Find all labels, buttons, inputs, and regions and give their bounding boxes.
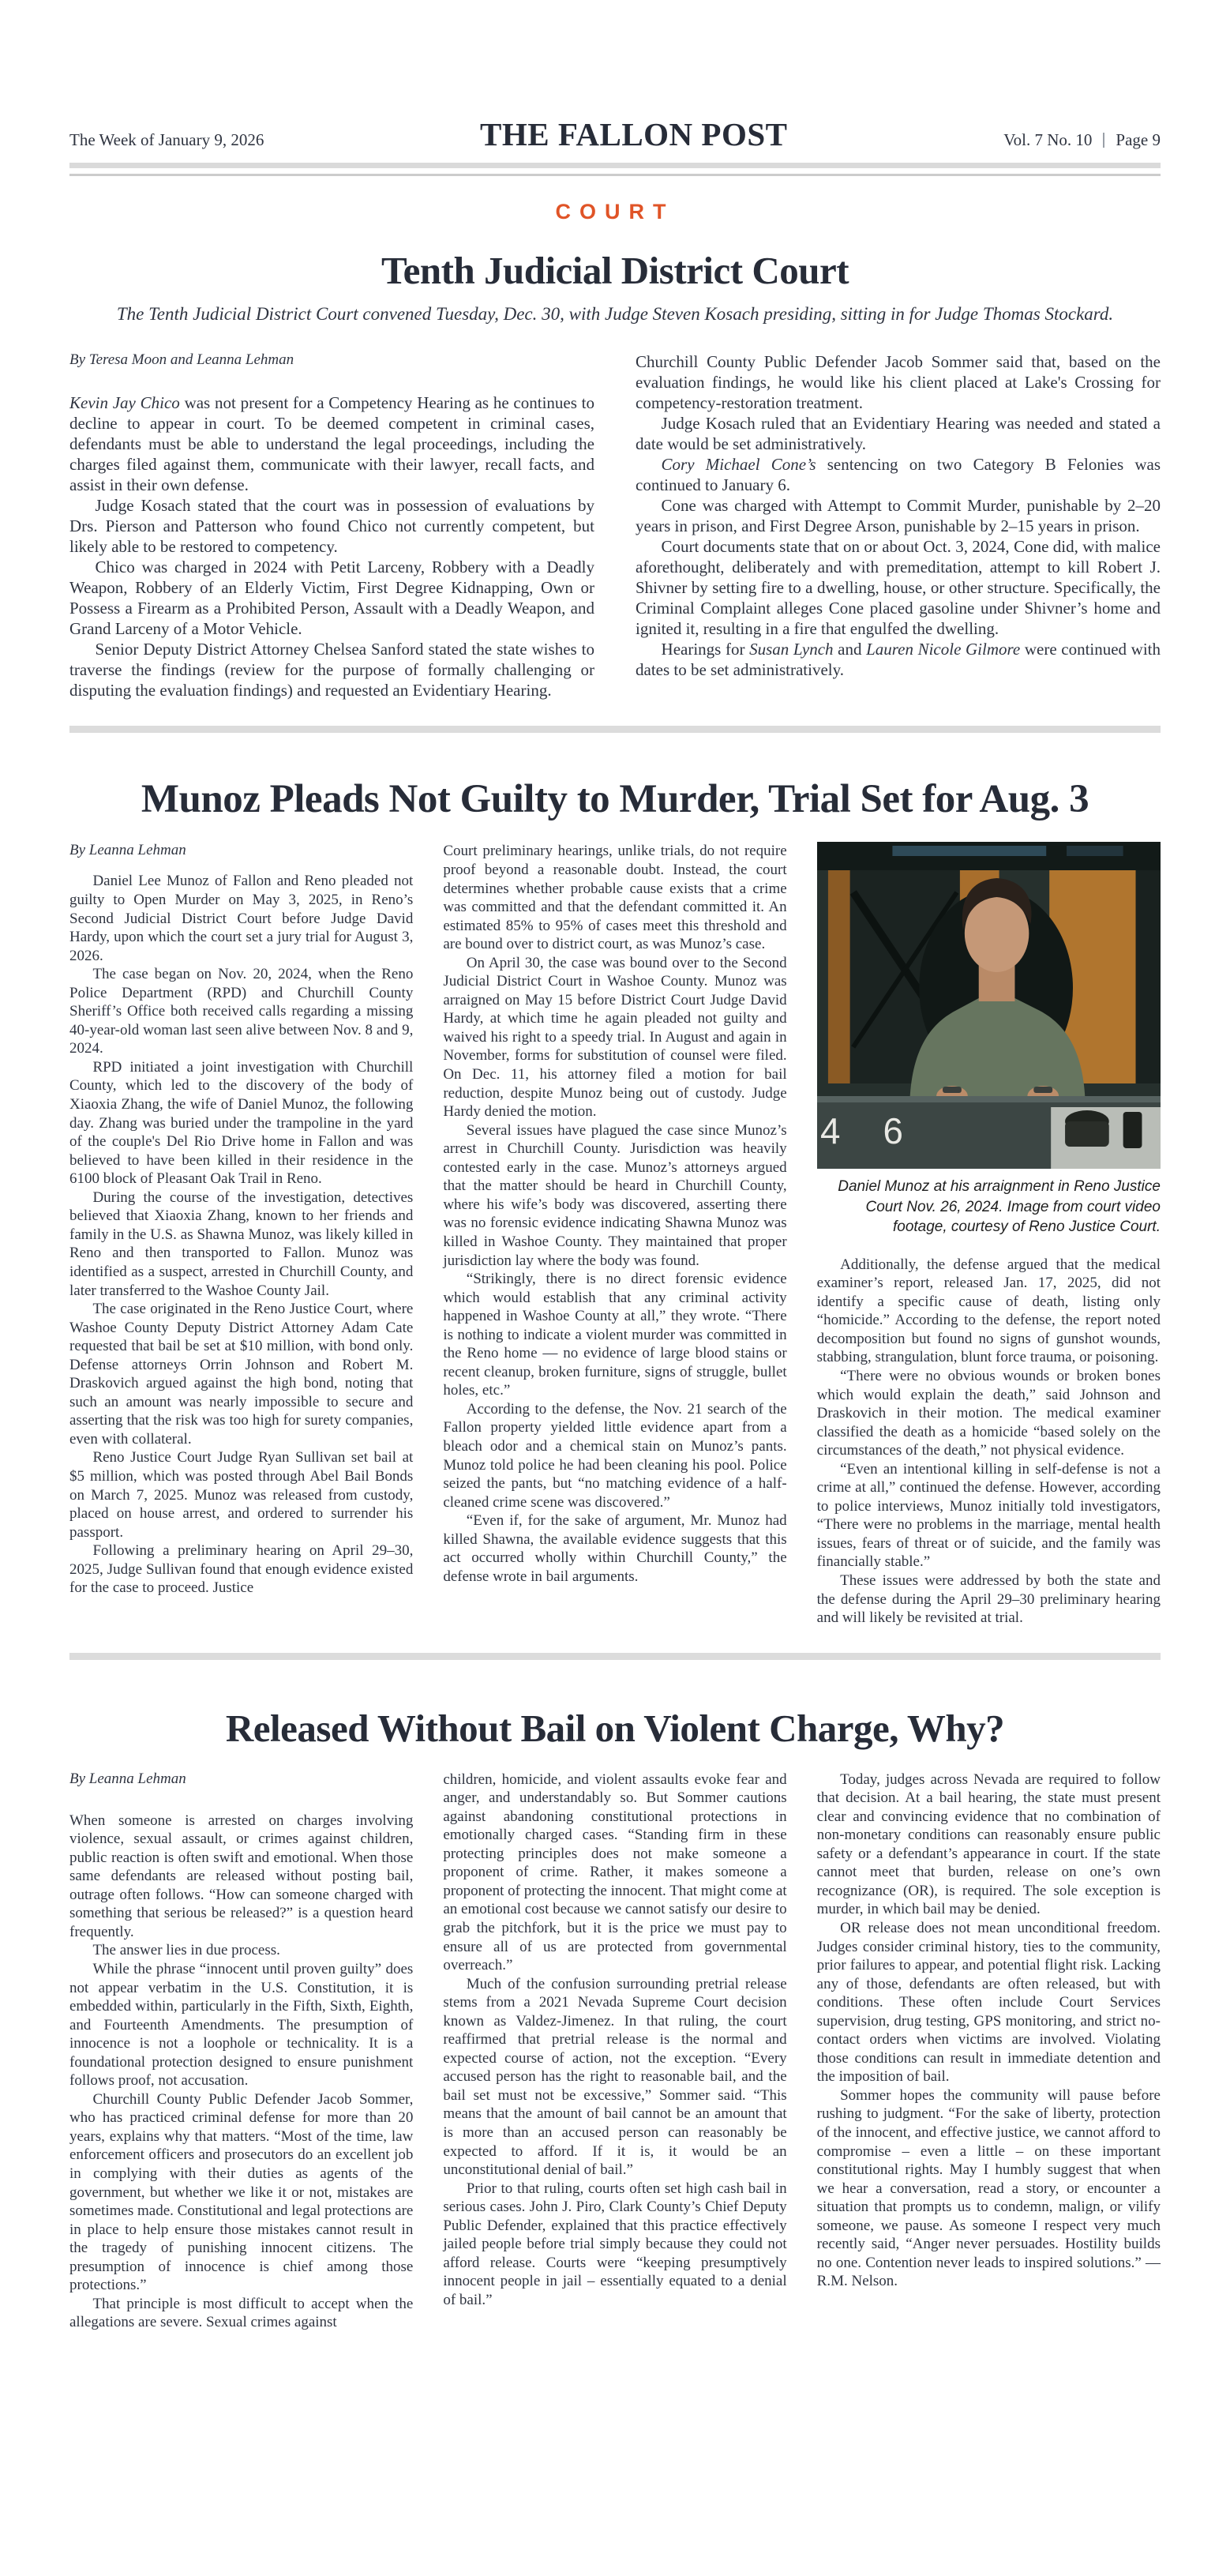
column-text xyxy=(69,392,594,700)
column-1 xyxy=(69,351,594,700)
column-text xyxy=(636,351,1161,681)
masthead-rule-thick xyxy=(69,163,1161,168)
paragraph: Prior to that ruling, courts often set high cash bail in serious cases. John J. Piro, Clark County’s Chief Deputy Public Defender, explained that this practice effectively jailed people before trial simply because they could not afford release. Courts were “keeping presumptively innocent people in jail – essentially equated to a denial of bail.” xyxy=(443,2180,787,2308)
desk-number-4: 4 xyxy=(819,1110,841,1152)
byline: By Leanna Lehman xyxy=(69,842,186,859)
volume-page-info xyxy=(1003,130,1161,150)
paragraph: While the phrase “innocent until proven guilty” does not appear verbatim in the U.S. Constitution, it is embedded within, particularly in the Fifth, Sixth, Eighth, and Fourteenth Amendments. The presumption of innocence is not a loophole or technicality. It is a foundational protection designed to ensure punishment follows proof, not accusation. xyxy=(69,1961,414,2090)
paragraph: Today, judges across Nevada are required to follow that decision. At a bail hearing, the state must present clear and convincing evidence that no combination of non-monetary conditions can reasonably ensure public safety or a defendant’s appearance in court. If the state cannot meet that burden, release on one’s own recognizance (OR), is required. The sole exception is murder, in which bail may be denied. xyxy=(816,1771,1161,1918)
paragraph: Reno Justice Court Judge Ryan Sullivan set bail at $5 million, which was posted through Abel Bail Bonds on March 7, 2025. Munoz was released from custody, placed on house arrest, and ordered to surrender his passport. xyxy=(69,1449,414,1541)
column-1 xyxy=(69,1771,413,2332)
column-2 xyxy=(443,1771,786,2332)
paragraph: OR release does not mean unconditional freedom. Judges consider criminal history, ties to the community, prior failures to appear, and potential flight risk. Lacking any of those, defendants are often released, but with conditions. These often include Court Services supervision, drug testing, GPS monitoring, and strict no-contact orders when victims are involved. Violating those conditions can result in immediate detention and the imposition of bail. xyxy=(816,1920,1161,2086)
paragraph: Judge Kosach ruled that an Evidentiary Hearing was needed and stated a date would be set administratively. xyxy=(636,414,1161,454)
paragraph: children, homicide, and violent assaults evoke fear and anger, and understandably so. But Sommer cautions against abandoning constitutional protections in emotionally charged cases. “Standing firm in these protecting principles does not make someone a proponent of crime. Rather, it makes someone a proponent of protecting the innocent. That might come at an emotional cost because we cannot satisfy our desire to grab the pitchfork, but it is the price we must pay to ensure all of us are protected from governmental overreach.” xyxy=(443,1771,787,1974)
paragraph: Churchill County Public Defender Jacob Sommer said that, based on the evaluation findings, he would like his client placed at Lake's Crossing for competency-restoration treatment. xyxy=(636,352,1161,413)
column-2 xyxy=(443,842,786,1627)
paragraph: Court documents state that on or about Oct. 3, 2024, Cone did, with malice aforethought, deliberately and with premeditation, attempt to kill Robert J. Shivner by setting fire to a dwelling, house, or other structure. Specifically, the Criminal Complaint alleges Cone placed gasoline under Shivner’s home and ignited it, resulting in a fire that engulfed the dwelling. xyxy=(636,537,1161,639)
paragraph: RPD initiated a joint investigation with Churchill County, which led to the discovery of the body of Xiaoxia Zhang, the wife of Daniel Munoz, the following day. Zhang was buried under the trampoline in the yard of the couple's Del Rio Drive home in Fallon and was believed to have been killed in their residence in the 6100 block of Pleasant Oak Trail in Reno. xyxy=(69,1058,414,1188)
article-divider xyxy=(69,726,1161,733)
paragraph: The case originated in the Reno Justice Court, where Washoe County Deputy District Attorney Adam Cate requested that bail be set at $10 million, with bond only. Defense attorneys Orrin Johnson and Robert M. Draskovich argued against the high bond, noting that such an amount was nearly impossible to secure and asserting that the risk was too high for surety companies, even with collateral. xyxy=(69,1301,414,1448)
paragraph: “There were no obvious wounds or broken bones which would explain the death,” said Johnson and Draskovich in their motion. The medical examiner classified the death as a homicide “based solely on the circumstances of the death,” not physical evidence. xyxy=(816,1367,1161,1459)
paragraph: Judge Kosach stated that the court was in possession of evaluations by Drs. Pierson and Patterson who found Chico not currently competent, but likely able to be restored to competency. xyxy=(69,496,594,557)
paragraph: Hearings for Susan Lynch and Lauren Nicole Gilmore were continued with dates to be set administratively. xyxy=(636,640,1161,680)
photo-caption: Daniel Munoz at his arraignment in Reno Justice Court Nov. 26, 2024. Image from court video footage, courtesy of Reno Justice Court. xyxy=(838,1178,1161,1235)
paragraph: The case began on Nov. 20, 2024, when the Reno Police Department (RPD) and Churchill County Sheriff’s Office both received calls regarding a missing 40-year-old woman last seen alive between Nov. 8 and 9, 2024. xyxy=(69,966,414,1057)
column-3 xyxy=(817,1771,1161,2332)
wood-trim-left xyxy=(828,870,850,1083)
paragraph: The answer lies in due process. xyxy=(92,1942,280,1959)
column-text xyxy=(443,842,786,1586)
article-subtitle: The Tenth Judicial District Court convened Tuesday, Dec. 30, with Judge Steven Kosach presiding, sitting in for Judge Thomas Stockard. xyxy=(116,304,1114,324)
paragraph: “Even if, for the sake of argument, Mr. Munoz had killed Shawna, the available evidence suggests that this act occurred wholly within Churchill County,” the defense wrote in bail arguments. xyxy=(443,1512,787,1585)
column-text xyxy=(69,872,413,1597)
column-text xyxy=(69,1812,413,2332)
byline: By Leanna Lehman xyxy=(69,1770,186,1787)
masthead xyxy=(69,115,1161,153)
newspaper-title: THE FALLON POST xyxy=(480,116,788,152)
paragraph: Court preliminary hearings, unlike trials, do not require proof beyond a reasonable doubt. Instead, the court determines whether probable cause exists that a crime was committed and that the defendant committed it. An estimated 85% to 95% of cases meet this threshold and are bound over to district court, as was Munoz’s case. xyxy=(443,843,787,953)
courtroom-photo xyxy=(817,842,1161,1169)
paragraph: Sommer hopes the community will pause before rushing to judgment. “For the sake of liberty, protection of the innocent, and effective justice, we cannot afford to compromise – even a little – on these important constitutional rights. May I humbly suggest that when we hear a conversation, read a story, or encounter a situation that prompts us to condemn, malign, or vilify someone, we pause. As someone I respect very much recently said, “Anger never persuades. Hostility builds no one. Contention never leads to inspired solutions.” — R.M. Nelson. xyxy=(816,2086,1161,2290)
paragraph: Churchill County Public Defender Jacob Sommer, who has practiced criminal defense for more than 20 years, explains why that matters. “Most of the time, law enforcement officers and prosecutors do an excellent job in complying with their duties as agents of the government, but whether we like it or not, mistakes are sometimes made. Constitutional and legal protections are in place to help ensure those mistakes cannot result in the tragedy of punishing innocent citizens. The presumption of innocence is chief among those protections.” xyxy=(69,2090,414,2294)
article-title: Tenth Judicial District Court xyxy=(381,249,849,292)
article-columns xyxy=(69,842,1161,1627)
article-divider xyxy=(69,1653,1161,1660)
paragraph: On April 30, the case was bound over to the Second Judicial District Court in Washoe County. Munoz was arraigned on May 15 before District Court Judge David Hardy, at which time he again pleaded not guilty and waived his right to a speedy trial. In August and again in November, forms for substitution of counsel were filed. On Dec. 11, his attorney filed a motion for bail reduction, despite Munoz being out of custody. Judge Hardy denied the motion. xyxy=(443,954,787,1121)
paragraph: Daniel Lee Munoz of Fallon and Reno pleaded not guilty to Open Murder on May 3, 2025, in Reno’s Second Judicial District Court before Judge David Hardy, upon which the court set a jury trial for August 3, 2026. xyxy=(69,873,414,964)
edition-date: The Week of January 9, 2026 xyxy=(69,130,264,149)
article-title: Released Without Bail on Violent Charge, Why? xyxy=(225,1706,1005,1750)
paragraph: Cone was charged with Attempt to Commit Murder, punishable by 2–20 years in prison, and First Degree Arson, punishable by 2–15 years in prison. xyxy=(636,496,1161,536)
desk-number-6: 6 xyxy=(883,1110,903,1152)
column-text xyxy=(443,1771,786,2310)
column-text xyxy=(817,1771,1161,2291)
paragraph: Following a preliminary hearing on April 29–30, 2025, Judge Sullivan found that enough evidence existed for the case to proceed. Justice xyxy=(69,1542,414,1597)
article-title: Munoz Pleads Not Guilty to Murder, Trial Set for Aug. 3 xyxy=(141,777,1089,822)
article-columns xyxy=(69,1771,1161,2332)
article-columns xyxy=(69,351,1161,700)
section-label: COURT xyxy=(555,200,675,223)
paragraph: These issues were addressed by both the state and the defense during the April 29–30 preliminary hearing and will likely be revisited at trial. xyxy=(816,1572,1161,1627)
article-tenth-judicial-district-court xyxy=(69,248,1161,700)
paragraph: Several issues have plagued the case since Munoz’s arrest in Churchill County. Jurisdiction was heavily contested early in the case. Munoz’s attorneys argued that the matter should be heard in Churchill County, where his wife’s body was discovered, asserting there was no forensic evidence indicating Shawna Munoz was killed in Washoe County. They maintained that proper jurisdiction lay where the body was found. xyxy=(443,1121,787,1269)
column-3 xyxy=(817,842,1161,1627)
paragraph: Cory Michael Cone’s sentencing on two Category B Felonies was continued to January 6. xyxy=(636,455,1161,495)
paragraph: Much of the confusion surrounding pretrial release stems from a 2021 Nevada Supreme Court decision known as Valdez-Jimenez. In that ruling, the court reaffirmed that pretrial release is the normal and expected course of action, not the exception. “Every accused person has the right to reasonable bail, and the bail set must not be excessive,” Sommer said. “This means that the amount of bail cannot be an amount that is more than an accused person can reasonably be expected to afford. If it is, it would be an unconstitutional denial of bail.” xyxy=(443,1975,787,2179)
byline: By Teresa Moon and Leanna Lehman xyxy=(69,351,294,368)
paragraph: During the course of the investigation, detectives believed that Xiaoxia Zhang, known to her friends and family in the U.S. as Shawna Munoz, was likely killed in Reno and then transported to Fallon. Munoz was identified as a suspect, arrested in Churchill County, and later transferred to the Washoe County Jail. xyxy=(69,1188,414,1299)
article-released-without-bail xyxy=(69,1706,1161,2332)
column-text xyxy=(817,1256,1161,1628)
paragraph: Senior Deputy District Attorney Chelsea Sanford stated the state wishes to traverse the findings (review for the purpose of formally challenging or disputing the evaluation findings) and requested an Evidentiary Hearing. xyxy=(69,640,594,700)
paragraph: That principle is most difficult to accept when the allegations are severe. Sexual crimes against xyxy=(69,2295,414,2331)
column-2 xyxy=(636,351,1161,700)
volume-number: Vol. 7 No. 10 xyxy=(1003,130,1093,149)
paragraph: According to the defense, the Nov. 21 search of the Fallon property yielded little evidence apart from a bleach odor and a chemical stain on Munoz’s pants. Munoz told police he had been cleaning his pool. Police seized the pants, but “no matching evidence of a half-cleaned crime scene was discovered.” xyxy=(443,1400,787,1511)
newspaper-page xyxy=(0,115,1230,2332)
paragraph: “Strikingly, there is no direct forensic evidence which would establish that any criminal activity happened in Washoe County at all,” they wrote. “There is nothing to indicate a violent murder was committed in the Reno home — no evidence of large blood stains or recent cleanup, broken furniture, signs of struggle, bullet holes, etc.” xyxy=(443,1271,787,1399)
paragraph: Kevin Jay Chico was not present for a Competency Hearing as he continues to decline to appear in court. To be deemed competent in criminal cases, defendants must be able to understand the legal proceedings, including the charges filed against them, communicate with their lawyer, recall facts, and assist in their own defense. xyxy=(69,393,594,495)
court-photo-figure xyxy=(817,842,1161,1236)
article-munoz-pleads-not-guilty xyxy=(69,776,1161,1627)
column-1 xyxy=(69,842,413,1627)
masthead-rule-thin xyxy=(69,174,1161,176)
paragraph: “Even an intentional killing in self-defense is not a crime at all,” continued the defense. However, according to police interviews, Munoz initially told investigators, “There were no problems in the marriage, mental health issues, fears of threat or of suicide, and the family was financially stable.” xyxy=(816,1460,1161,1571)
paragraph: Additionally, the defense argued that the medical examiner’s report, released Jan. 17, 2025, did not identify a specific cause of death, listing only “homicide.” According to the defense, the report noted decomposition but found no signs of gunshot wounds, stabbing, strangulation, blunt force trauma, or poisoning. xyxy=(816,1256,1161,1366)
paragraph: When someone is arrested on charges involving violence, sexual assault, or crimes against children, public reaction is often swift and emotional. When those same defendants are released without posting bail, outrage often follows. “How can someone charged with something that serious be released?” is a question heard frequently. xyxy=(69,1812,414,1940)
page-number: Page 9 xyxy=(1116,130,1161,149)
divider-bar xyxy=(1103,133,1104,148)
paragraph: Chico was charged in 2024 with Petit Larceny, Robbery with a Deadly Weapon, Robbery of an Elderly Victim, First Degree Kidnapping, Own or Possess a Firearm as a Prohibited Person, Assault with a Deadly Weapon, and Grand Larceny of a Motor Vehicle. xyxy=(69,558,594,639)
